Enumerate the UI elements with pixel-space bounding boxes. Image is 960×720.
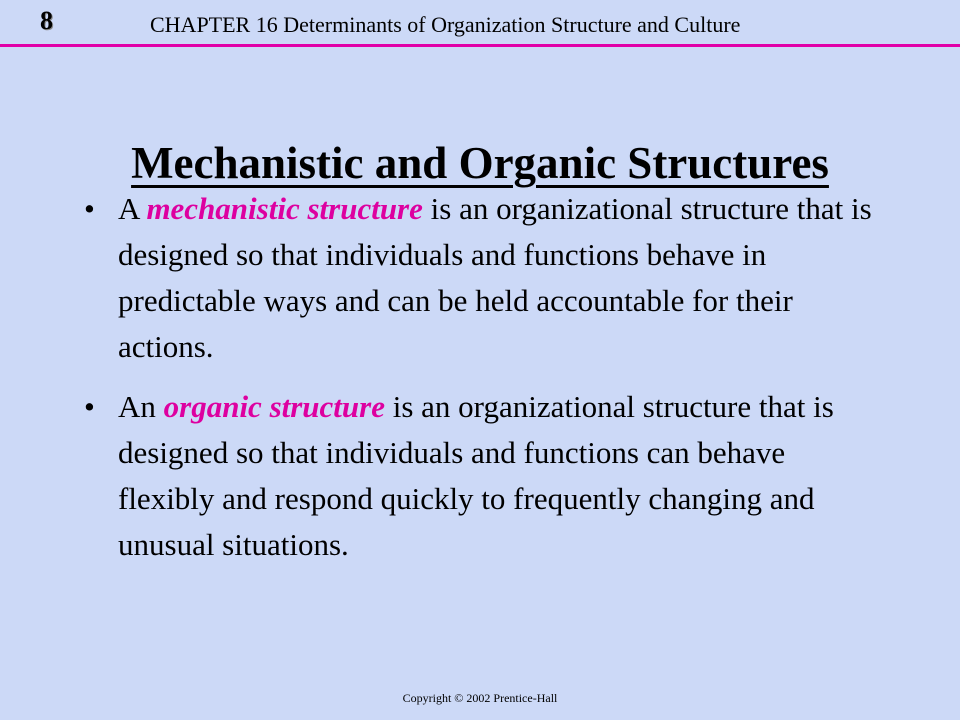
- bullet-mechanistic: [84, 186, 884, 370]
- header-divider: [0, 44, 960, 47]
- bullet-lead-text: A: [118, 191, 147, 226]
- bullet-dot-icon: •: [84, 191, 95, 226]
- slide-title: Mechanistic and Organic Structures: [131, 138, 829, 189]
- chapter-header: CHAPTER 16 Determinants of Organization Structure and Culture: [150, 12, 741, 37]
- term-organic-structure: organic structure: [163, 389, 385, 424]
- bullet-lead-text: An: [118, 389, 164, 424]
- bullet-body-text: is an organizational structure that is designed so that individuals and functions behave in predictable ways and can be held accountable for their actions.: [118, 191, 872, 364]
- page-number: 8: [40, 6, 53, 35]
- term-mechanistic-structure: mechanistic structure: [146, 191, 423, 226]
- bullet-organic: [84, 384, 884, 568]
- bullet-dot-icon: •: [84, 389, 95, 424]
- copyright-footer: Copyright © 2002 Prentice-Hall: [402, 691, 558, 705]
- bullet-body-text: is an organizational structure that is designed so that individuals and functions can behave flexibly and respond quickly to frequently changing and unusual situations.: [118, 389, 834, 562]
- bullet-list: [84, 186, 884, 582]
